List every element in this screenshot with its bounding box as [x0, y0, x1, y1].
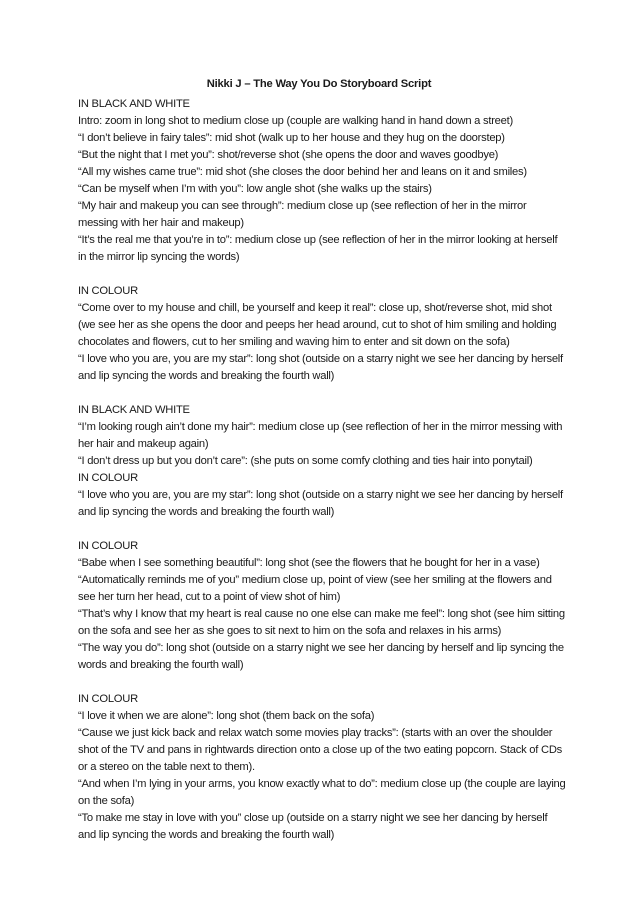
script-line: “And when I’m lying in your arms, you know exactly what to do”: medium close up (the couple are laying on the sofa)	[78, 778, 566, 807]
section-heading: IN BLACK AND WHITE	[78, 404, 190, 416]
section-heading: IN COLOUR	[78, 472, 138, 484]
script-section	[78, 691, 566, 844]
script-line: “I don’t dress up but you don’t care”: (she puts on some comfy clothing and ties hair into ponytail)	[78, 455, 533, 467]
script-line: “I love who you are, you are my star”: long shot (outside on a starry night we see her dancing by herself and lip syncing the words and breaking the fourth wall)	[78, 489, 563, 518]
document-title: Nikki J – The Way You Do Storyboard Script	[206, 78, 432, 90]
script-line: “The way you do”: long shot (outside on a starry night we see her dancing by herself and lip syncing the words and breaking the fourth wall)	[78, 642, 564, 671]
script-line: “I don’t believe in fairy tales”: mid shot (walk up to her house and they hug on the doorstep)	[78, 132, 505, 144]
section-heading: IN BLACK AND WHITE	[78, 98, 190, 110]
script-line: “It’s the real me that you’re in to”: medium close up (see reflection of her in the mirror looking at herself in the mirror lip syncing the words)	[78, 234, 558, 263]
script-line: “All my wishes came true”: mid shot (she closes the door behind her and leans on it and smiles)	[78, 166, 527, 178]
section-heading: IN COLOUR	[78, 540, 138, 552]
script-line: “But the night that I met you”: shot/reverse shot (she opens the door and waves goodbye)	[78, 149, 499, 161]
script-line: “I’m looking rough ain’t done my hair”: medium close up (see reflection of her in the mirror messing with her hair and makeup again)	[78, 421, 563, 450]
script-line: “That’s why I know that my heart is real cause no one else can make me feel”: long shot (see him sitting on the sofa and see her as she goes to sit next to him on the sofa and relaxes in his arms)	[78, 608, 565, 637]
script-section	[78, 538, 566, 674]
script-section	[78, 96, 566, 266]
script-section	[78, 402, 566, 521]
script-line: “I love it when we are alone”: long shot (them back on the sofa)	[78, 710, 375, 722]
script-line: “Babe when I see something beautiful”: long shot (see the flowers that he bought for her in a vase)	[78, 557, 540, 569]
script-line: “Cause we just kick back and relax watch some movies play tracks”: (starts with an over the shoulder shot of the TV and pans in rightwards direction onto a close up of the two eating popcorn. Stack of CDs or a stereo on the table next to them).	[78, 727, 562, 773]
script-line: “I love who you are, you are my star”: long shot (outside on a starry night we see her dancing by herself and lip syncing the words and breaking the fourth wall)	[78, 353, 563, 382]
section-heading: IN COLOUR	[78, 693, 138, 705]
script-line: “To make me stay in love with you” close up (outside on a starry night we see her dancing by herself and lip syncing the words and breaking the fourth wall)	[78, 812, 548, 841]
script-line: “Automatically reminds me of you” medium close up, point of view (see her smiling at the flowers and see her turn her head, cut to a point of view shot of him)	[78, 574, 552, 603]
script-line: “Come over to my house and chill, be yourself and keep it real”: close up, shot/reverse shot, mid shot (we see her as she opens the door and peeps her head around, cut to shot of him smiling and holding chocolates and flowers, cut to her smiling and waving him to enter and sit down on the sofa)	[78, 302, 557, 348]
section-heading: IN COLOUR	[78, 285, 138, 297]
script-line: Intro: zoom in long shot to medium close up (couple are walking hand in hand down a street)	[78, 115, 513, 127]
script-section	[78, 283, 566, 385]
script-line: “Can be myself when I’m with you”: low angle shot (she walks up the stairs)	[78, 183, 432, 195]
script-line: “My hair and makeup you can see through”: medium close up (see reflection of her in the mirror messing with her hair and makeup)	[78, 200, 527, 229]
script-body	[78, 96, 566, 861]
